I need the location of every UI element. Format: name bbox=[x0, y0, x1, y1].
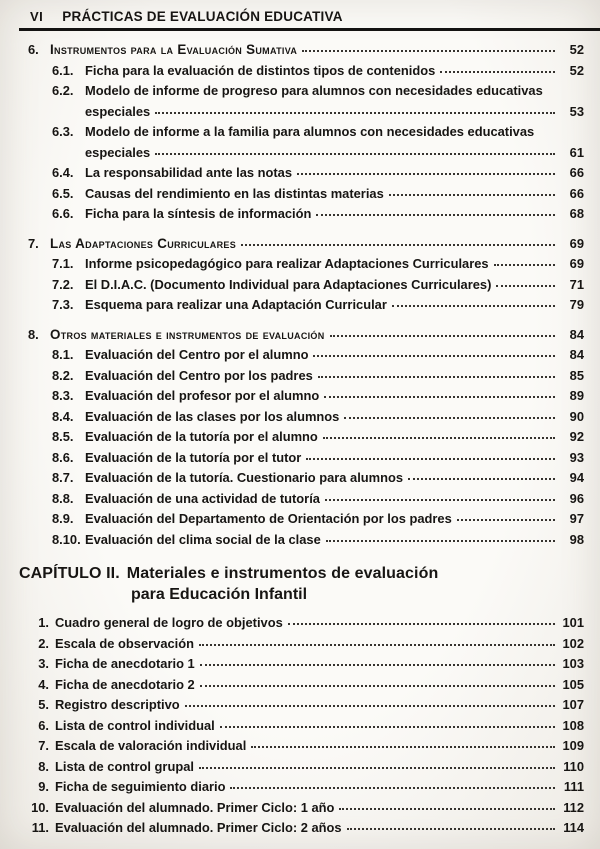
toc-entry-title-cont: especiales bbox=[85, 103, 151, 119]
toc-entry-row bbox=[28, 468, 584, 489]
toc-entry-row bbox=[28, 122, 584, 143]
toc-entry-title: Lista de control grupal bbox=[55, 758, 194, 774]
dot-leader bbox=[440, 71, 555, 73]
dot-leader bbox=[306, 458, 555, 460]
dot-leader bbox=[392, 305, 555, 307]
dot-leader bbox=[324, 396, 555, 398]
chapter-heading bbox=[19, 565, 584, 604]
toc-entry-page: 69 bbox=[569, 235, 584, 251]
toc-entry-title: Otros materiales e instrumentos de evaluación bbox=[50, 326, 325, 342]
toc-entry-row bbox=[28, 530, 584, 551]
toc-entry-row bbox=[28, 654, 584, 675]
toc-entry-row bbox=[28, 818, 584, 839]
toc-entry-page: 108 bbox=[562, 717, 584, 733]
toc-entry-number: 10. bbox=[31, 799, 49, 815]
toc-entry-title: Evaluación del Departamento de Orientación por los padres bbox=[85, 511, 452, 526]
toc-entry-number: 6. bbox=[38, 717, 49, 733]
toc-entry-title: Ficha para la síntesis de información bbox=[85, 206, 312, 221]
toc-entry-page: 90 bbox=[569, 408, 584, 424]
toc-entry-number: 11. bbox=[31, 820, 49, 835]
dot-leader bbox=[347, 828, 555, 830]
toc-entry-title: Evaluación del Centro por el alumno bbox=[85, 347, 309, 362]
dot-leader bbox=[199, 644, 555, 646]
toc-entry-title: Las Adaptaciones Curriculares bbox=[50, 235, 237, 251]
toc-entry bbox=[28, 654, 584, 675]
toc-entry-title: Evaluación del clima social de la clase bbox=[85, 531, 321, 547]
page-header bbox=[30, 7, 584, 24]
toc-entry-row bbox=[28, 184, 584, 205]
toc-entry-row bbox=[28, 489, 584, 510]
toc-entry-number: 8.2. bbox=[52, 367, 74, 383]
toc-entry bbox=[28, 386, 584, 407]
toc-entry bbox=[28, 254, 584, 275]
toc-entry bbox=[28, 613, 584, 634]
toc-entry-title: Cuadro general de logro de objetivos bbox=[55, 615, 283, 630]
toc-entry bbox=[28, 489, 584, 510]
toc-entry-number: 6.1. bbox=[52, 62, 74, 78]
toc-entry-row bbox=[28, 777, 584, 798]
toc bbox=[19, 40, 584, 839]
dot-leader bbox=[220, 726, 555, 728]
toc-entry bbox=[28, 777, 584, 798]
toc-entry-page: 110 bbox=[563, 758, 584, 774]
dot-leader bbox=[316, 214, 555, 216]
toc-entry bbox=[28, 468, 584, 489]
dot-leader bbox=[339, 808, 555, 810]
toc-entry-page: 103 bbox=[562, 656, 584, 671]
dot-leader bbox=[389, 194, 555, 196]
toc-entry bbox=[28, 634, 584, 655]
toc-entry-number: 8.5. bbox=[52, 429, 74, 444]
toc-entry-page: 66 bbox=[569, 165, 584, 180]
toc-entry-title: Evaluación de una actividad de tutoría bbox=[85, 490, 320, 506]
toc-entry-page: 69 bbox=[569, 256, 584, 271]
toc-entry bbox=[28, 295, 584, 316]
toc-entry-page: 66 bbox=[569, 185, 584, 201]
toc-entry bbox=[28, 325, 584, 346]
toc-entry-row bbox=[28, 695, 584, 716]
dot-leader bbox=[408, 478, 555, 480]
toc-entry bbox=[28, 530, 584, 551]
toc-entry-page: 71 bbox=[569, 276, 584, 292]
toc-entry-row bbox=[28, 295, 584, 316]
dot-leader bbox=[200, 664, 555, 666]
chapter-title-line2: para Educación Infantil bbox=[131, 586, 308, 603]
dot-leader bbox=[302, 50, 555, 52]
toc-entry-number: 7. bbox=[28, 235, 39, 251]
toc-entry bbox=[28, 695, 584, 716]
toc-entry-row bbox=[28, 345, 584, 366]
dot-leader bbox=[185, 705, 555, 707]
toc-entry bbox=[28, 61, 584, 82]
toc-entry-number: 6.2. bbox=[52, 83, 74, 98]
toc-entry-number: 8.9. bbox=[52, 511, 74, 526]
toc-entry-page: 84 bbox=[569, 326, 584, 342]
dot-leader bbox=[325, 499, 555, 501]
toc-entry-page: 111 bbox=[563, 779, 584, 794]
toc-entry-number: 3. bbox=[38, 656, 49, 671]
toc-entry-number: 8.4. bbox=[52, 408, 74, 424]
dot-leader bbox=[251, 746, 555, 748]
toc-entry-row bbox=[28, 427, 584, 448]
toc-entry-title: Registro descriptivo bbox=[55, 697, 180, 712]
toc-entry-title: Evaluación del alumnado. Primer Ciclo: 2 años bbox=[55, 820, 342, 835]
dot-leader bbox=[496, 285, 555, 287]
toc-entry-number: 6.6. bbox=[52, 206, 74, 221]
toc-entry-number: 8.7. bbox=[52, 470, 74, 485]
toc-entry-title: Esquema para realizar una Adaptación Curricular bbox=[85, 297, 387, 312]
toc-entry bbox=[28, 345, 584, 366]
dot-leader bbox=[457, 519, 555, 521]
toc-entry-title: Evaluación del profesor por el alumno bbox=[85, 388, 320, 403]
toc-entry-page: 84 bbox=[569, 347, 584, 362]
toc-entry bbox=[28, 675, 584, 696]
toc-entry bbox=[28, 122, 584, 163]
toc-entry-number: 6. bbox=[28, 42, 39, 57]
toc-entry-row bbox=[28, 386, 584, 407]
toc-entry-page: 92 bbox=[569, 429, 584, 444]
toc-entry-page: 114 bbox=[563, 820, 584, 835]
toc-entry bbox=[28, 40, 584, 61]
chapter-label: CAPÍTULO II. bbox=[19, 565, 120, 582]
toc-entry bbox=[28, 448, 584, 469]
chapter-heading-line1 bbox=[19, 565, 584, 583]
toc-entry-page: 96 bbox=[569, 490, 584, 506]
toc-entry-title: El D.I.A.C. (Documento Individual para Adaptaciones Curriculares) bbox=[85, 276, 492, 292]
dot-leader bbox=[313, 355, 555, 357]
toc-entry-title: Evaluación de la tutoría. Cuestionario para alumnos bbox=[85, 470, 404, 485]
toc-entry bbox=[28, 163, 584, 184]
toc-entry bbox=[28, 818, 584, 839]
toc-entry-row bbox=[28, 61, 584, 82]
dot-leader bbox=[326, 540, 555, 542]
toc-entry-row bbox=[28, 254, 584, 275]
toc-entry-number: 8.3. bbox=[52, 388, 74, 403]
toc-entry-number: 8.8. bbox=[52, 490, 74, 506]
toc-entry-row-continuation bbox=[28, 143, 584, 164]
toc-entry-row bbox=[28, 634, 584, 655]
toc-group bbox=[28, 234, 584, 316]
toc-entry-number: 7. bbox=[38, 738, 49, 753]
toc-entry-page: 94 bbox=[569, 470, 584, 485]
toc-entry-number: 7.2. bbox=[52, 276, 74, 292]
toc-entry bbox=[28, 184, 584, 205]
toc-entry-number: 9. bbox=[38, 779, 49, 794]
toc-entry-number: 6.4. bbox=[52, 165, 74, 180]
chapter-title: Materiales e instrumentos de evaluación bbox=[126, 565, 439, 582]
dot-leader bbox=[494, 264, 555, 266]
toc-entry-title: La responsabilidad ante las notas bbox=[85, 165, 293, 180]
dot-leader bbox=[230, 787, 555, 789]
toc-group bbox=[28, 40, 584, 225]
book-title: PRÁCTICAS DE EVALUACIÓN EDUCATIVA bbox=[62, 9, 343, 24]
toc-entry-title: Ficha de anecdotario 1 bbox=[55, 656, 195, 671]
toc-entry-title-cont: especiales bbox=[85, 144, 151, 160]
toc-entry-row bbox=[28, 757, 584, 778]
toc-entry bbox=[28, 509, 584, 530]
toc-entry-row-continuation bbox=[28, 102, 584, 123]
toc-entry-page: 79 bbox=[569, 297, 584, 312]
toc-entry-number: 8.10. bbox=[52, 531, 81, 547]
toc-entry-row bbox=[28, 366, 584, 387]
toc-entry bbox=[28, 716, 584, 737]
toc-entry-number: 8. bbox=[38, 758, 49, 774]
toc-entry-row bbox=[28, 798, 584, 819]
toc-entry-number: 6.5. bbox=[52, 185, 74, 201]
toc-entry-number: 7.3. bbox=[52, 297, 74, 312]
toc-entry bbox=[28, 798, 584, 819]
dot-leader bbox=[155, 153, 555, 155]
dot-leader bbox=[155, 112, 555, 114]
toc-entry-title: Instrumentos para la Evaluación Sumativa bbox=[50, 42, 298, 57]
toc-entry-row bbox=[28, 613, 584, 634]
dot-leader bbox=[200, 685, 555, 687]
toc-entry-number: 7.1. bbox=[52, 256, 74, 271]
toc-entry-page: 85 bbox=[569, 367, 584, 383]
dot-leader bbox=[344, 417, 555, 419]
toc-entry-number: 8.6. bbox=[52, 449, 74, 465]
toc-entry-title: Modelo de informe de progreso para alumnos con necesidades educativas bbox=[85, 83, 543, 98]
toc-group bbox=[28, 325, 584, 551]
toc-entry-page: 93 bbox=[569, 449, 584, 465]
header-rule bbox=[19, 28, 600, 31]
toc-entry bbox=[28, 427, 584, 448]
toc-entry bbox=[28, 757, 584, 778]
toc-group bbox=[28, 613, 584, 839]
toc-entry-title: Ficha de anecdotario 2 bbox=[55, 676, 195, 692]
toc-entry-title: Evaluación del alumnado. Primer Ciclo: 1 año bbox=[55, 799, 335, 815]
toc-entry bbox=[28, 234, 584, 255]
toc-entry-row bbox=[28, 40, 584, 61]
toc-entry-row bbox=[28, 325, 584, 346]
toc-entry bbox=[28, 81, 584, 122]
dot-leader bbox=[297, 173, 555, 175]
toc-entry-row bbox=[28, 448, 584, 469]
toc-entry-title: Causas del rendimiento en las distintas materias bbox=[85, 185, 384, 201]
dot-leader bbox=[330, 335, 555, 337]
toc-entry-number: 8.1. bbox=[52, 347, 74, 362]
toc-entry-page: 52 bbox=[569, 62, 584, 78]
toc-entry bbox=[28, 275, 584, 296]
toc-entry bbox=[28, 736, 584, 757]
toc-entry-row bbox=[28, 163, 584, 184]
toc-entry-title: Evaluación de las clases por los alumnos bbox=[85, 408, 340, 424]
toc-entry-title: Informe psicopedagógico para realizar Adaptaciones Curriculares bbox=[85, 256, 489, 271]
toc-entry-page: 97 bbox=[569, 511, 584, 526]
toc-entry-title: Evaluación de la tutoría por el alumno bbox=[85, 429, 318, 444]
toc-entry-row bbox=[28, 716, 584, 737]
toc-entry-page: 89 bbox=[569, 388, 584, 403]
toc-entry-row bbox=[28, 736, 584, 757]
toc-entry-page: 105 bbox=[562, 676, 584, 692]
toc-entry-title: Evaluación del Centro por los padres bbox=[85, 367, 313, 383]
toc-entry-page: 68 bbox=[569, 206, 584, 221]
toc-entry-title: Escala de observación bbox=[55, 635, 195, 651]
toc-entry-row bbox=[28, 509, 584, 530]
toc-entry-page: 107 bbox=[562, 697, 584, 712]
toc-entry-row bbox=[28, 81, 584, 102]
toc-entry-row bbox=[28, 204, 584, 225]
dot-leader bbox=[199, 767, 555, 769]
toc-entry-number: 8. bbox=[28, 326, 39, 342]
toc-entry-title: Ficha para la evaluación de distintos tipos de contenidos bbox=[85, 62, 436, 78]
toc-entry-title: Modelo de informe a la familia para alumnos con necesidades educativas bbox=[85, 124, 535, 139]
toc-entry-row bbox=[28, 234, 584, 255]
toc-entry-title: Lista de control individual bbox=[55, 717, 215, 733]
toc-entry-row bbox=[28, 407, 584, 428]
toc-entry-title: Ficha de seguimiento diario bbox=[55, 779, 226, 794]
toc-entry-number: 2. bbox=[38, 635, 49, 651]
folio-page-number: VI bbox=[30, 9, 44, 24]
toc-entry-page: 112 bbox=[563, 799, 584, 815]
toc-entry bbox=[28, 407, 584, 428]
toc-entry bbox=[28, 366, 584, 387]
toc-entry-page: 53 bbox=[569, 103, 584, 119]
toc-entry-page: 109 bbox=[562, 738, 584, 753]
toc-entry-title: Escala de valoración individual bbox=[55, 738, 247, 753]
dot-leader bbox=[318, 376, 555, 378]
toc-entry-number: 1. bbox=[38, 615, 49, 630]
toc-entry-page: 98 bbox=[569, 531, 584, 547]
dot-leader bbox=[241, 244, 555, 246]
toc-entry-number: 4. bbox=[38, 676, 49, 692]
toc-entry-title: Evaluación de la tutoría por el tutor bbox=[85, 449, 302, 465]
toc-entry-page: 102 bbox=[562, 635, 584, 651]
toc-entry-page: 52 bbox=[569, 42, 584, 57]
dot-leader bbox=[288, 623, 555, 625]
toc-entry-row bbox=[28, 275, 584, 296]
toc-entry-page: 101 bbox=[562, 615, 584, 630]
toc-entry bbox=[28, 204, 584, 225]
dot-leader bbox=[323, 437, 555, 439]
toc-entry-number: 6.3. bbox=[52, 124, 74, 139]
toc-entry-number: 5. bbox=[38, 697, 49, 712]
toc-entry-row bbox=[28, 675, 584, 696]
toc-entry-page: 61 bbox=[569, 144, 584, 160]
